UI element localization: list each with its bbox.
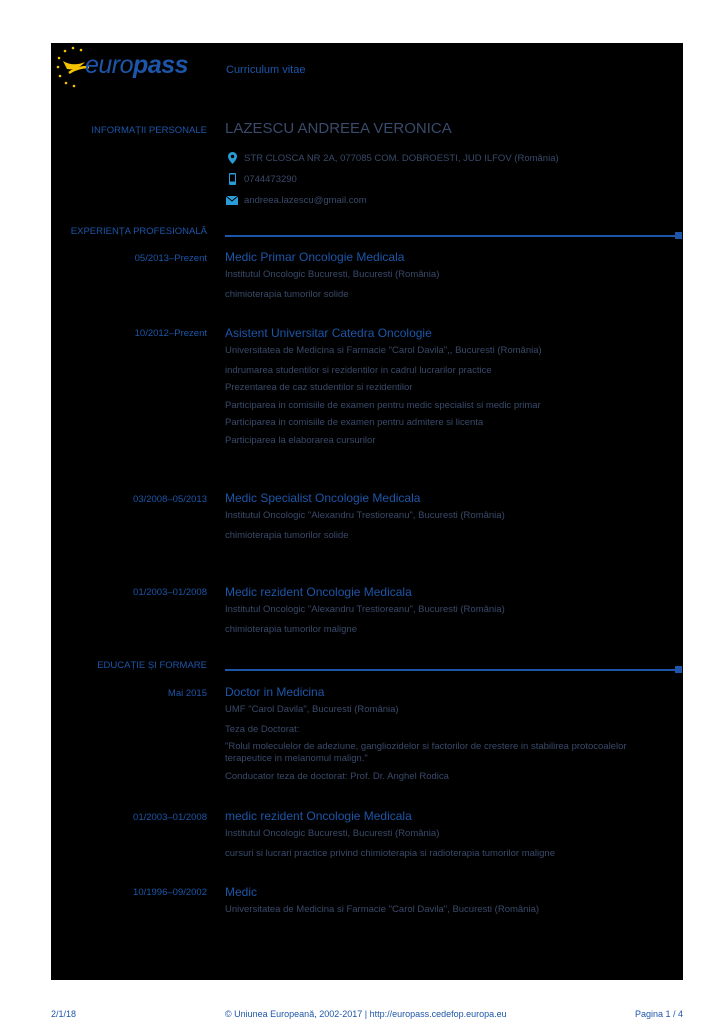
education-title: medic rezident Oncologie Medicala	[225, 809, 412, 823]
experience-detail: Participarea la elaborarea cursurilor	[225, 435, 376, 446]
education-detail: cursuri si lucrari practice privind chimioterapia si radioterapia tumorilor maligne	[225, 848, 555, 859]
experience-detail: chimioterapia tumorilor solide	[225, 289, 349, 300]
phone-text: 0744473290	[244, 173, 297, 185]
experience-date: 01/2003–01/2008	[133, 587, 207, 598]
experience-detail: chimioterapia tumorilor maligne	[225, 624, 357, 635]
education-date: 10/1996–09/2002	[133, 887, 207, 898]
footer-copyright[interactable]: © Uniunea Europeană, 2002-2017 | http://europass.cedefop.europa.eu	[225, 1009, 507, 1019]
experience-date: 10/2012–Prezent	[134, 328, 207, 339]
experience-detail: chimioterapia tumorilor solide	[225, 530, 349, 541]
section-label-personal: INFORMAȚII PERSONALE	[91, 125, 207, 136]
experience-date: 03/2008–05/2013	[133, 494, 207, 505]
contact-phone	[225, 173, 297, 185]
experience-title: Medic Specialist Oncologie Medicala	[225, 491, 421, 505]
education-detail: "Rolul moleculelor de adeziune, gangliozidelor si factorilor de crestere in stabilirea protocoalelor terapeutice in melanomul malign."	[225, 741, 627, 764]
mobile-phone-icon	[225, 173, 239, 185]
experience-employer: Institutul Oncologic "Alexandru Trestioreanu", Bucuresti (România)	[225, 510, 505, 521]
envelope-icon	[225, 194, 239, 206]
section-label-experience: EXPERIENȚA PROFESIONALĂ	[70, 226, 207, 237]
experience-detail: indrumarea studentilor si rezidentilor in cadrul lucrarilor practice	[225, 365, 492, 376]
education-title: Medic	[225, 885, 258, 899]
email-link[interactable]: andreea.lazescu@gmail.com	[244, 194, 367, 206]
experience-title: Asistent Universitar Catedra Oncologie	[225, 326, 432, 340]
experience-date: 05/2013–Prezent	[134, 253, 207, 264]
section-rule	[225, 235, 677, 237]
experience-title: Medic rezident Oncologie Medicala	[225, 585, 412, 599]
europass-logo: europass	[85, 51, 189, 79]
education-detail: Teza de Doctorat:	[225, 724, 300, 735]
section-rule	[225, 669, 677, 671]
contact-email	[225, 194, 367, 206]
section-rule-end	[675, 666, 682, 673]
footer-page-number: Pagina 1 / 4	[634, 1009, 683, 1019]
experience-detail: Prezentarea de caz studentilor si rezidentilor	[225, 382, 413, 393]
address-text: STR CLOSCA NR 2A, 077085 COM. DOBROESTI, JUD ILFOV (România)	[244, 152, 559, 164]
education-institution: UMF "Carol Davila", Bucuresti (România)	[225, 704, 399, 715]
experience-detail: Participarea in comisiile de examen pentru admitere si licenta	[225, 417, 484, 428]
person-name: LAZESCU ANDREEA VERONICA	[225, 120, 452, 137]
experience-title: Medic Primar Oncologie Medicala	[225, 250, 405, 264]
experience-detail: Participarea in comisiile de examen pentru medic specialist si medic primar	[225, 400, 541, 411]
education-detail: Conducator teza de doctorat: Prof. Dr. Anghel Rodica	[225, 771, 449, 782]
education-date: 01/2003–01/2008	[133, 812, 207, 823]
section-rule-end	[675, 232, 682, 239]
document-title: Curriculum vitae	[226, 64, 306, 76]
experience-employer: Institutul Oncologic Bucuresti, Bucuresti (România)	[225, 269, 440, 280]
experience-employer: Institutul Oncologic "Alexandru Trestioreanu", Bucuresti (România)	[225, 604, 505, 615]
experience-employer: Universitatea de Medicina si Farmacie "Carol Davila",, Bucuresti (România)	[225, 345, 542, 356]
location-pin-icon	[225, 152, 239, 164]
education-institution: Institutul Oncologic Bucuresti, Bucuresti (România)	[225, 828, 440, 839]
education-institution: Universitatea de Medicina si Farmacie "Carol Davila", Bucuresti (România)	[225, 904, 540, 915]
education-date: Mai 2015	[167, 688, 207, 699]
education-title: Doctor in Medicina	[225, 685, 325, 699]
cv-page	[51, 43, 683, 1019]
footer-date: 2/1/18	[51, 1009, 77, 1019]
section-label-education: EDUCAȚIE ȘI FORMARE	[97, 660, 207, 671]
contact-address	[225, 152, 559, 164]
